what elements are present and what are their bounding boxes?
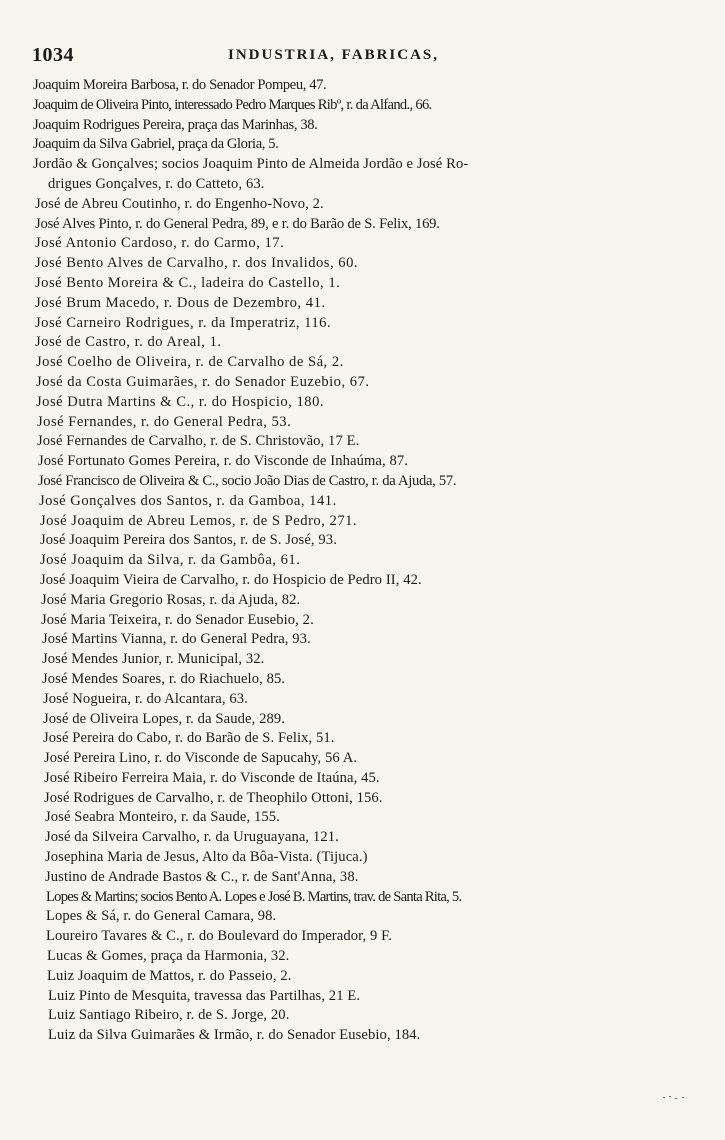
list-item: José Brum Macedo, r. Dous de Dezembro, 41. <box>35 294 326 311</box>
list-item: Jordão & Gonçalves; socios Joaquim Pinto de Almeida Jordão e José Ro- <box>33 156 469 173</box>
list-item: José Francisco de Oliveira & C., socio João Dias de Castro, r. da Ajuda, 57. <box>38 472 457 489</box>
list-item: José Bento Alves de Carvalho, r. dos Invalidos, 60. <box>35 255 359 272</box>
list-item: José Fernandes, r. do General Pedra, 53. <box>37 413 292 430</box>
list-item: José Gonçalves dos Santos, r. da Gamboa, 141. <box>39 492 337 509</box>
list-item: José Joaquim da Silva, r. da Gambôa, 61. <box>40 552 301 569</box>
list-item: Luiz Joaquim de Mattos, r. do Passeio, 2. <box>47 967 292 984</box>
list-item: José de Castro, r. do Areal, 1. <box>35 334 222 351</box>
list-item: Joaquim Rodrigues Pereira, praça das Marinhas, 38. <box>33 116 318 133</box>
list-item: José Rodrigues de Carvalho, r. de Theophilo Ottoni, 156. <box>44 789 383 806</box>
list-item: José da Silveira Carvalho, r. da Uruguayana, 121. <box>45 829 339 846</box>
list-item-continuation: drigues Gonçalves, r. do Catteto, 63. <box>48 175 265 192</box>
list-item: José Maria Gregorio Rosas, r. da Ajuda, 82. <box>41 591 301 608</box>
list-item: Luiz Pinto de Mesquita, travessa das Partilhas, 21 E. <box>48 987 361 1004</box>
page-header <box>32 40 672 68</box>
list-item: Joaquim da Silva Gabriel, praça da Gloria, 5. <box>33 136 279 153</box>
list-item: José Martins Vianna, r. do General Pedra, 93. <box>42 631 311 648</box>
list-item: José Alves Pinto, r. do General Pedra, 89, e r. do Barão de S. Felix, 169. <box>35 215 440 232</box>
list-item: Joaquim de Oliveira Pinto, interessado Pedro Marques Ribº, r. da Alfand., 66. <box>33 96 432 113</box>
list-item: Lopes & Martins; socios Bento A. Lopes e José B. Martins, trav. de Santa Rita, 5. <box>46 888 462 905</box>
list-item: José Joaquim de Abreu Lemos, r. de S Pedro, 271. <box>40 512 358 529</box>
list-item: José Coelho de Oliveira, r. de Carvalho de Sá, 2. <box>36 354 344 371</box>
list-item: Justino de Andrade Bastos & C., r. de Sant'Anna, 38. <box>45 868 359 885</box>
list-item: José Nogueira, r. do Alcantara, 63. <box>43 690 248 707</box>
running-head: INDUSTRIA, FABRICAS, <box>228 47 439 63</box>
list-item: José Pereira Lino, r. do Visconde de Sapucahy, 56 A. <box>44 750 358 767</box>
list-item: José Mendes Junior, r. Municipal, 32. <box>42 651 265 668</box>
list-item: José Joaquim Vieira de Carvalho, r. do Hospicio de Pedro II, 42. <box>40 571 422 588</box>
list-item: José da Costa Guimarães, r. do Senador Euzebio, 67. <box>36 373 370 390</box>
list-item: José Ribeiro Ferreira Maia, r. do Visconde de Itaúna, 45. <box>44 769 380 786</box>
list-item: José de Abreu Coutinho, r. do Engenho-Novo, 2. <box>35 195 324 212</box>
list-item: José Maria Teixeira, r. do Senador Eusebio, 2. <box>41 611 314 628</box>
list-item: Josephina Maria de Jesus, Alto da Bôa-Vista. (Tijuca.) <box>45 849 368 866</box>
list-item: José Fortunato Gomes Pereira, r. do Visconde de Inhaúma, 87. <box>38 453 409 470</box>
list-item: Lucas & Gomes, praça da Harmonia, 32. <box>47 948 290 965</box>
list-item: José Joaquim Pereira dos Santos, r. de S. José, 93. <box>40 532 337 549</box>
list-item: José Antonio Cardoso, r. do Carmo, 17. <box>35 235 285 252</box>
list-item: José Fernandes de Carvalho, r. de S. Christovão, 17 E. <box>37 433 360 450</box>
list-item: Joaquim Moreira Barbosa, r. do Senador Pompeu, 47. <box>33 77 327 93</box>
list-item: Lopes & Sá, r. do General Camara, 98. <box>46 908 277 925</box>
list-item: Luiz Santiago Ribeiro, r. de S. Jorge, 20. <box>48 1007 290 1024</box>
list-item: José Dutra Martins & C., r. do Hospicio, 180. <box>36 393 325 410</box>
page-number: 1034 <box>32 44 74 66</box>
list-item: José Bento Moreira & C., ladeira do Castello, 1. <box>35 274 341 291</box>
list-item: Luiz da Silva Guimarães & Irmão, r. do Senador Eusebio, 184. <box>48 1027 421 1044</box>
list-item: José Seabra Monteiro, r. da Saude, 155. <box>45 809 280 826</box>
list-item: José Mendes Soares, r. do Riachuelo, 85. <box>42 670 286 687</box>
list-item: José Carneiro Rodrigues, r. da Imperatriz, 116. <box>35 314 332 331</box>
paper-blemish <box>661 1094 691 1102</box>
list-item: José Pereira do Cabo, r. do Barão de S. Felix, 51. <box>43 730 335 747</box>
list-item: Loureiro Tavares & C., r. do Boulevard do Imperador, 9 F. <box>46 928 392 945</box>
list-item: José de Oliveira Lopes, r. da Saude, 289. <box>43 710 286 727</box>
directory-list <box>0 76 725 1046</box>
